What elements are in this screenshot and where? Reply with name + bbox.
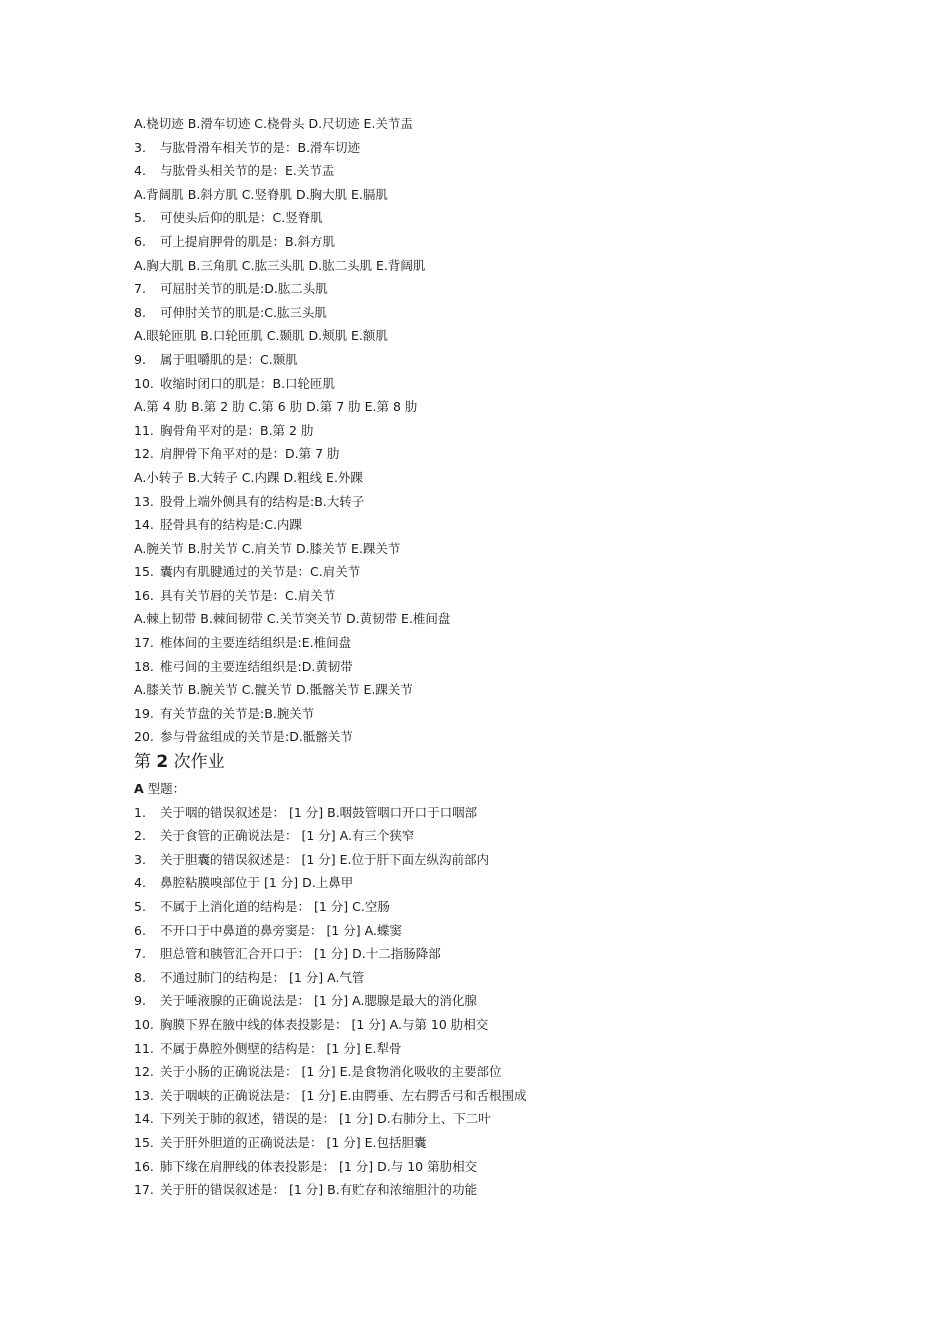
question-number: 15. (134, 1134, 154, 1150)
question-text: 可使头后仰的肌是：C.竖脊肌 (160, 210, 323, 226)
question-line (134, 159, 854, 183)
question-text: 可上提肩胛骨的肌是：B.斜方肌 (160, 233, 336, 249)
question-number: 1. (134, 804, 146, 820)
question-line (134, 1013, 854, 1037)
options-line: A.眼轮匝肌 B.口轮匝肌 C.颞肌 D.颊肌 E.额肌 (134, 328, 388, 344)
question-number: 7. (134, 281, 146, 297)
question-line (134, 372, 854, 396)
options-line: A.膝关节 B.腕关节 C.髋关节 D.骶髂关节 E.踝关节 (134, 682, 413, 698)
question-number: 15. (134, 564, 154, 580)
question-text: 股骨上端外侧具有的结构是:B.大转子 (160, 493, 365, 509)
question-number: 8. (134, 969, 146, 985)
question-text: 可屈肘关节的肌是:D.肱二头肌 (160, 281, 328, 297)
question-number: 9. (134, 993, 146, 1009)
question-number: 3. (134, 139, 146, 155)
question-text: 胫骨具有的结构是:C.内踝 (160, 517, 302, 533)
question-text: 参与骨盆组成的关节是:D.骶髂关节 (160, 729, 353, 745)
question-line (134, 725, 854, 749)
part1-section (134, 112, 854, 749)
question-text: 关于胆囊的错误叙述是： [1 分] E.位于肝下面左纵沟前部内 (160, 851, 489, 867)
question-number: 11. (134, 422, 154, 438)
question-text: 不属于鼻腔外侧壁的结构是： [1 分] E.犁骨 (160, 1040, 402, 1056)
options-line: A.第 4 肋 B.第 2 肋 C.第 6 肋 D.第 7 肋 E.第 8 肋 (134, 399, 418, 415)
question-line (134, 560, 854, 584)
question-text: 肺下缘在肩胛线的体表投影是： [1 分] D.与 10 第肋相交 (160, 1158, 478, 1174)
part2-section (134, 801, 854, 1202)
question-line (134, 230, 854, 254)
question-number: 9. (134, 351, 146, 367)
question-line (134, 419, 854, 443)
question-line (134, 966, 854, 990)
question-number: 11. (134, 1040, 154, 1056)
options-line: A.桡切迹 B.滑车切迹 C.桡骨头 D.尺切迹 E.关节盂 (134, 116, 413, 131)
question-text: 不通过肺门的结构是： [1 分] A.气管 (160, 969, 365, 985)
question-number: 17. (134, 1182, 154, 1198)
question-text: 肩胛骨下角平对的是：D.第 7 肋 (160, 446, 340, 462)
question-line (134, 895, 854, 919)
question-text: 与肱骨滑车相关节的是：B.滑车切迹 (160, 139, 361, 155)
question-number: 18. (134, 658, 154, 674)
question-number: 14. (134, 1111, 154, 1127)
question-line (134, 301, 854, 325)
question-line (134, 1037, 854, 1061)
question-text: 属于咀嚼肌的是：C.颞肌 (160, 351, 298, 367)
question-text: 关于肝外胆道的正确说法是： [1 分] E.包括胆囊 (160, 1134, 427, 1150)
question-text: 可伸肘关节的肌是:C.肱三头肌 (160, 304, 327, 320)
question-line (134, 513, 854, 537)
question-line (134, 919, 854, 943)
options-line: A.棘上韧带 B.棘间韧带 C.关节突关节 D.黄韧带 E.椎间盘 (134, 611, 451, 627)
question-text: 椎体间的主要连结组织是:E.椎间盘 (160, 635, 352, 651)
question-text: 鼻腔粘膜嗅部位于 [1 分] D.上鼻甲 (160, 875, 354, 891)
question-text: 胸膜下界在腋中线的体表投影是： [1 分] A.与第 10 肋相交 (160, 1016, 489, 1032)
question-number: 16. (134, 587, 154, 603)
question-line (134, 824, 854, 848)
options-line: A.背阔肌 B.斜方肌 C.竖脊肌 D.胸大肌 E.膈肌 (134, 186, 388, 202)
question-line (134, 848, 854, 872)
question-line (134, 136, 854, 160)
question-line (134, 871, 854, 895)
question-text: 关于食管的正确说法是： [1 分] A.有三个狭窄 (160, 828, 415, 844)
question-text: 与肱骨头相关节的是：E.关节盂 (160, 163, 335, 179)
question-type-label: A 型题： (134, 781, 186, 797)
question-text: 不属于上消化道的结构是： [1 分] C.空肠 (160, 899, 390, 914)
question-number: 16. (134, 1158, 154, 1174)
question-line (134, 702, 854, 726)
question-line (134, 1131, 854, 1155)
question-number: 13. (134, 1087, 154, 1103)
question-text: 胸骨角平对的是：B.第 2 肋 (160, 422, 314, 438)
question-text: 不开口于中鼻道的鼻旁窦是： [1 分] A.蝶窦 (160, 922, 402, 938)
question-number: 8. (134, 304, 146, 320)
question-line (134, 942, 854, 966)
question-text: 收缩时闭口的肌是：B.口轮匝肌 (160, 375, 336, 391)
question-text: 关于小肠的正确说法是： [1 分] E.是食物消化吸收的主要部位 (160, 1064, 502, 1080)
question-line (134, 989, 854, 1013)
question-line (134, 1155, 854, 1179)
question-number: 6. (134, 922, 146, 938)
question-number: 10. (134, 375, 154, 391)
question-number: 12. (134, 446, 154, 462)
question-number: 5. (134, 210, 146, 226)
question-number: 17. (134, 635, 154, 651)
question-number: 10. (134, 1016, 154, 1032)
question-number: 3. (134, 851, 146, 867)
options-line: A.胸大肌 B.三角肌 C.肱三头肌 D.肱二头肌 E.背阔肌 (134, 257, 426, 273)
question-line (134, 442, 854, 466)
question-text: 下列关于肺的叙述，错误的是： [1 分] D.右肺分上、下二叶 (160, 1111, 491, 1127)
question-line (134, 490, 854, 514)
question-number: 6. (134, 233, 146, 249)
question-line (134, 631, 854, 655)
question-line (134, 1084, 854, 1108)
question-line (134, 1107, 854, 1131)
question-number: 2. (134, 828, 146, 844)
question-number: 5. (134, 899, 146, 914)
question-line (134, 348, 854, 372)
question-number: 7. (134, 946, 146, 962)
question-number: 13. (134, 493, 154, 509)
question-line (134, 277, 854, 301)
question-line (134, 206, 854, 230)
question-line (134, 655, 854, 679)
question-text: 胆总管和胰管汇合开口于： [1 分] D.十二指肠降部 (160, 946, 441, 962)
question-number: 4. (134, 163, 146, 179)
question-line (134, 1060, 854, 1084)
options-line: A.腕关节 B.肘关节 C.肩关节 D.膝关节 E.踝关节 (134, 540, 401, 556)
question-line (134, 1178, 854, 1202)
question-number: 14. (134, 517, 154, 533)
question-number: 20. (134, 729, 154, 745)
question-text: 具有关节唇的关节是：C.肩关节 (160, 587, 336, 603)
question-number: 12. (134, 1064, 154, 1080)
assignment-heading: 第 2 次作业 (134, 752, 225, 773)
question-number: 4. (134, 875, 146, 891)
question-text: 有关节盘的关节是:B.腕关节 (160, 705, 315, 721)
question-line (134, 801, 854, 825)
question-text: 囊内有肌腱通过的关节是：C.肩关节 (160, 564, 361, 580)
document-page (134, 112, 854, 1202)
question-line (134, 584, 854, 608)
question-number: 19. (134, 705, 154, 721)
question-text: 椎弓间的主要连结组织是:D.黄韧带 (160, 658, 353, 674)
question-text: 关于唾液腺的正确说法是： [1 分] A.腮腺是最大的消化腺 (160, 993, 477, 1009)
question-text: 关于肝的错误叙述是： [1 分] B.有贮存和浓缩胆汁的功能 (160, 1182, 478, 1198)
question-text: 关于咽的错误叙述是： [1 分] B.咽鼓管咽口开口于口咽部 (160, 804, 478, 820)
options-line: A.小转子 B.大转子 C.内踝 D.粗线 E.外踝 (134, 469, 363, 485)
question-text: 关于咽峡的正确说法是： [1 分] E.由腭垂、左右腭舌弓和舌根围成 (160, 1087, 527, 1103)
